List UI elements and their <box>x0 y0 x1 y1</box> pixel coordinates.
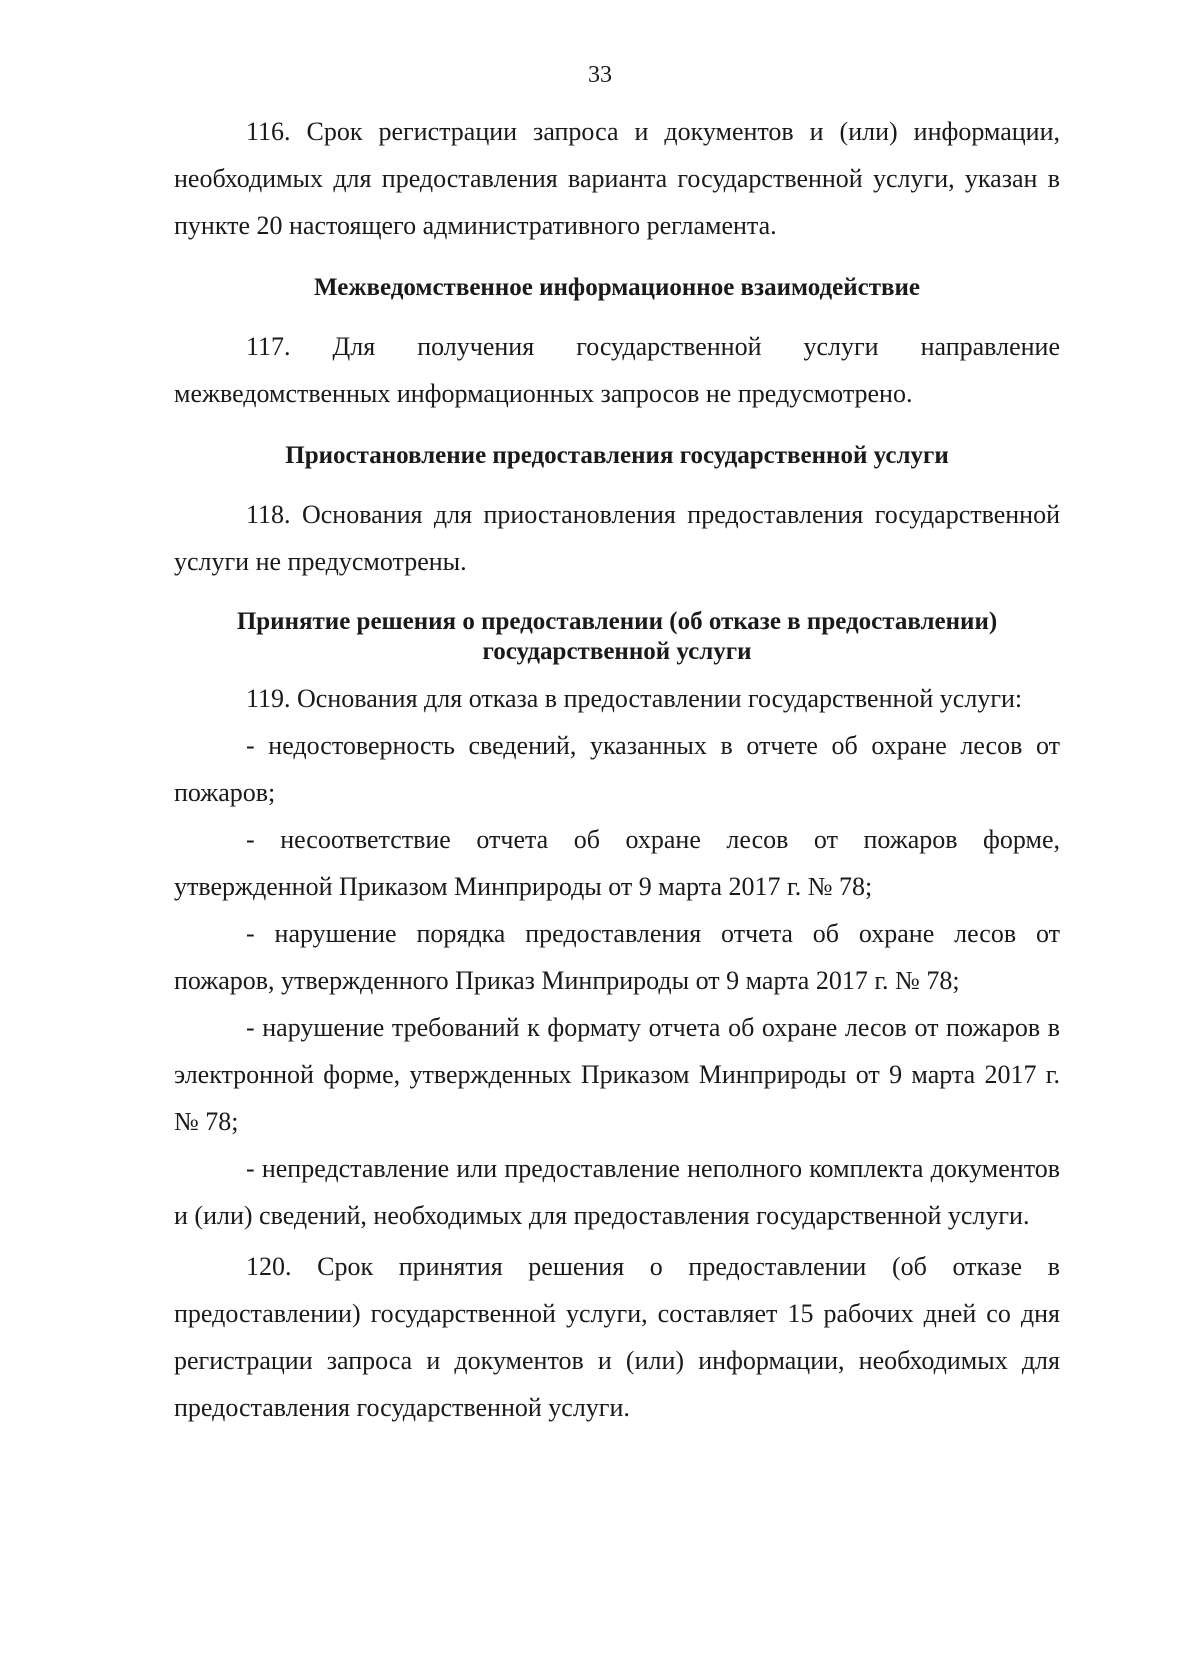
paragraph-120: 120. Срок принятия решения о предоставлении (об отказе в предоставлении) государственной услуги, составляет 15 рабочих дней со дня регистрации запроса и документов и (или) информации, необходимых для предоставления государственной услуги. <box>174 1252 1060 1422</box>
paragraph-119: 119. Основания для отказа в предоставлении государственной услуги: <box>246 684 1023 713</box>
refusal-ground-item-5: - непредставление или предоставление неполного комплекта документов и (или) сведений, необходимых для предоставления государственной услуги. <box>174 1154 1060 1230</box>
refusal-ground-item-3: - нарушение порядка предоставления отчета об охране лесов от пожаров, утвержденного Приказ Минприроды от 9 марта 2017 г. № 78; <box>174 919 1060 995</box>
section-heading-decision <box>174 607 1060 667</box>
section-heading-decision-line-2: государственной услуги <box>482 638 752 665</box>
refusal-ground-item-4: - нарушение требований к формату отчета об охране лесов от пожаров в электронной форме, утвержденных Приказом Минприроды от 9 марта 2017 г. № 78; <box>174 1013 1060 1136</box>
section-heading-decision-line-1: Принятие решения о предоставлении (об отказе в предоставлении) <box>236 608 998 635</box>
paragraph-117: 117. Для получения государственной услуги направление межведомственных информационных запросов не предусмотрено. <box>174 332 1060 408</box>
paragraph-118: 118. Основания для приостановления предоставления государственной услуги не предусмотрены. <box>174 500 1060 576</box>
section-heading-suspension: Приостановление предоставления государственной услуги <box>285 442 949 469</box>
refusal-ground-item-2: - несоответствие отчета об охране лесов от пожаров форме, утвержденной Приказом Минприроды от 9 марта 2017 г. № 78; <box>174 825 1060 901</box>
refusal-ground-item-1: - недостоверность сведений, указанных в отчете об охране лесов от пожаров; <box>174 731 1060 807</box>
page-number: 33 <box>588 62 612 88</box>
section-heading-interagency: Межведомственное информационное взаимодействие <box>314 274 920 301</box>
paragraph-116: 116. Срок регистрации запроса и документов и (или) информации, необходимых для предоставления варианта государственной услуги, указан в пункте 20 настоящего административного регламента. <box>174 117 1060 240</box>
document-body <box>174 108 1060 1431</box>
